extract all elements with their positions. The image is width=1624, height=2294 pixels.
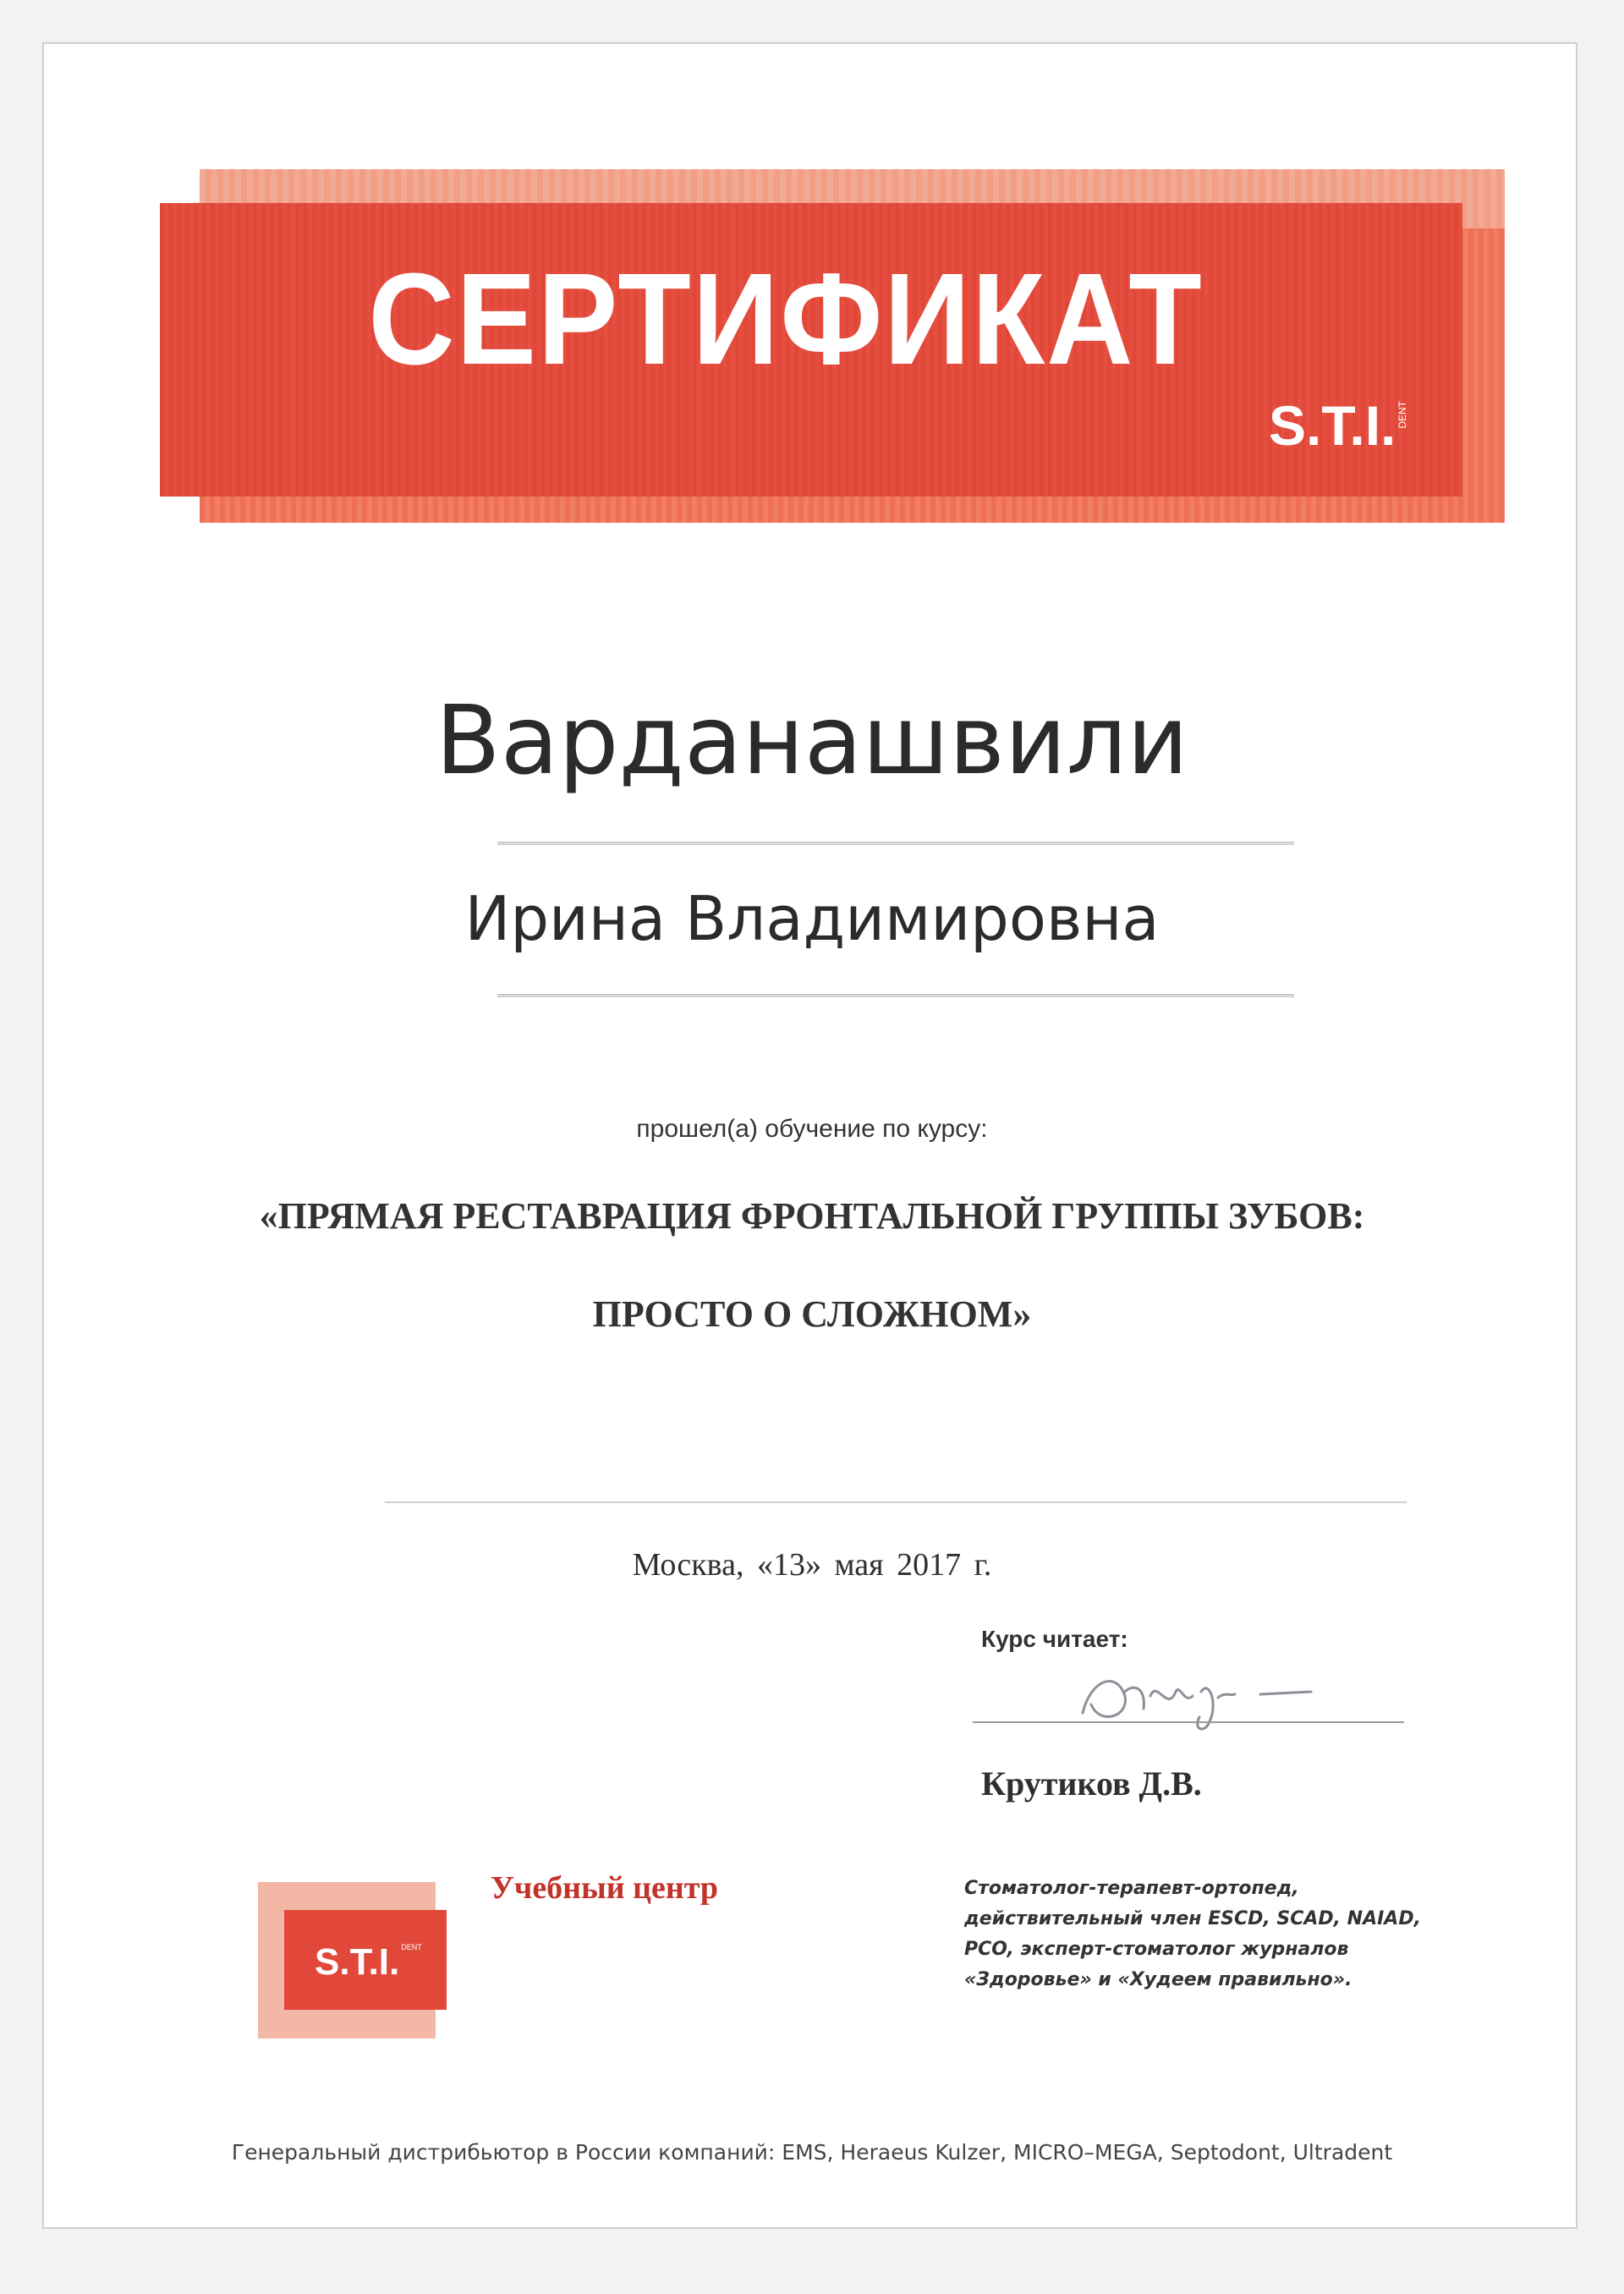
credentials-line: «Здоровье» и «Худеем правильно». — [964, 1969, 1352, 1990]
credentials-line: PCO, эксперт-стоматолог журналов — [964, 1939, 1349, 1960]
course-divider — [385, 1501, 1407, 1503]
recipient-surname: Варданашвили — [435, 686, 1189, 796]
sti-logo-banner — [1269, 394, 1409, 457]
sti-logo-small-sub: DENT — [401, 1943, 422, 1951]
lecturer-label: Курс читает: — [981, 1626, 1128, 1652]
credentials-line: действительный член ESCD, SCAD, NAIAD, — [964, 1908, 1421, 1929]
lecturer-credentials — [964, 1874, 1506, 1995]
distributor-footer: Генеральный дистрибьютор в России компаний: EMS, Heraeus Kulzer, MICRO–MEGA, Septodont, Ultradent — [231, 2140, 1393, 2165]
course-title-line-1: «ПРЯМАЯ РЕСТАВРАЦИЯ ФРОНТАЛЬНОЙ ГРУППЫ ЗУБОВ: — [259, 1195, 1365, 1237]
completion-text: прошел(а) обучение по курсу: — [636, 1115, 988, 1143]
sti-logo-sub: DENT — [1396, 401, 1409, 429]
sti-logo-small — [315, 1941, 422, 1983]
course-title-line-2: ПРОСТО О СЛОЖНОМ» — [592, 1293, 1032, 1335]
credentials-line: Стоматолог-терапевт-ортопед, — [964, 1878, 1299, 1899]
training-center-label: Учебный центр — [491, 1870, 719, 1906]
lecturer-signature — [1066, 1645, 1370, 1747]
surname-underline — [497, 842, 1294, 845]
certificate-title: СЕРТИФИКАТ — [368, 246, 1204, 392]
lecturer-name: Крутиков Д.В. — [981, 1764, 1202, 1803]
given-names-underline — [497, 994, 1294, 997]
place-and-date: Москва, «13» мая 2017 г. — [632, 1547, 992, 1583]
sti-logo-small-text: S.T.I. — [315, 1941, 400, 1983]
sti-logo-text: S.T.I. — [1269, 394, 1396, 457]
recipient-given-names: Ирина Владимировна — [464, 883, 1160, 954]
signature-line — [973, 1721, 1404, 1723]
